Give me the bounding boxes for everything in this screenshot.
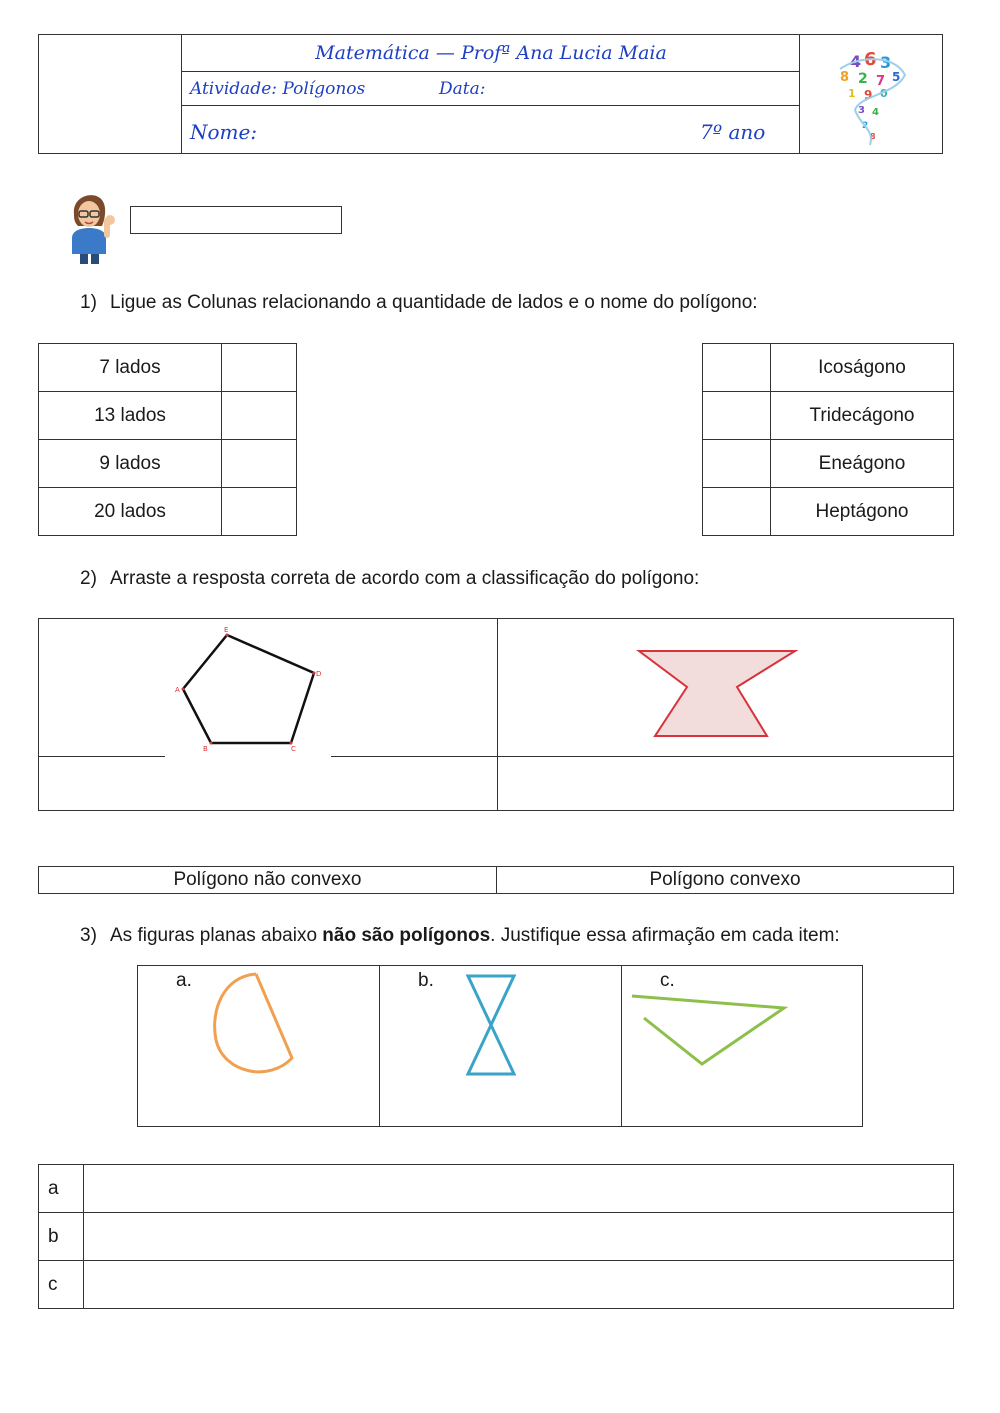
- answer-label-c: c: [39, 1261, 84, 1309]
- svg-text:8: 8: [840, 70, 850, 85]
- link-cell[interactable]: [222, 344, 297, 392]
- polygon-name-cell: Heptágono: [771, 488, 954, 536]
- question-3-text-after: . Justifique essa afirmação em cada item:: [490, 925, 840, 946]
- svg-text:0: 0: [880, 87, 888, 100]
- option-convex[interactable]: Polígono convexo: [497, 867, 954, 894]
- pentagon-figure: [169, 623, 339, 753]
- polygon-name-cell: Tridecágono: [771, 392, 954, 440]
- figure-c-label: c.: [660, 970, 675, 991]
- vertex-label: C: [291, 745, 296, 753]
- svg-text:8: 8: [870, 132, 876, 141]
- column-divider: [621, 966, 622, 1126]
- table-row: [39, 1213, 954, 1261]
- drop-zone-left[interactable]: [39, 757, 497, 810]
- link-cell[interactable]: [703, 440, 771, 488]
- svg-text:7: 7: [876, 74, 886, 89]
- figure-b-label: b.: [418, 970, 434, 991]
- link-cell[interactable]: [222, 392, 297, 440]
- svg-text:9: 9: [864, 88, 873, 102]
- vertex-label: D: [316, 670, 322, 678]
- table-row: [703, 488, 954, 536]
- classification-table: [38, 618, 954, 811]
- vertex-label: E: [224, 626, 229, 634]
- question-2-number: 2): [80, 568, 97, 589]
- answer-field-b[interactable]: [84, 1213, 954, 1261]
- header-blank-cell: [39, 35, 182, 153]
- answer-field-c[interactable]: [84, 1261, 954, 1309]
- activity-label: Atividade: Polígonos: [190, 79, 366, 99]
- vertex-label: A: [175, 686, 180, 694]
- table-row: [39, 440, 297, 488]
- vertex-label: B: [203, 745, 208, 753]
- question-3-number: 3): [80, 925, 97, 946]
- svg-text:3: 3: [858, 105, 865, 116]
- header-logo-cell: [800, 35, 942, 153]
- option-non-convex[interactable]: Polígono não convexo: [39, 867, 497, 894]
- bowtie-polygon-figure: [635, 647, 799, 741]
- figure-c-open-lines: [628, 986, 798, 1072]
- question-3: [80, 925, 840, 947]
- answer-input-box[interactable]: [130, 206, 342, 234]
- grade-label: 7º ano: [700, 120, 766, 144]
- table-row: [39, 1261, 954, 1309]
- header-info-cell: [182, 35, 800, 153]
- answer-label-b: b: [39, 1213, 84, 1261]
- polygon-name-cell: Icoságono: [771, 344, 954, 392]
- teacher-avatar: [64, 188, 118, 264]
- sides-cell: 13 lados: [39, 392, 222, 440]
- svg-text:1: 1: [848, 87, 856, 100]
- drop-zone-right[interactable]: [498, 757, 953, 810]
- header-title: Matemática — Profª Ana Lucia Maia: [182, 35, 800, 72]
- table-row: [39, 344, 297, 392]
- table-row: [703, 344, 954, 392]
- link-cell[interactable]: [222, 440, 297, 488]
- question-3-text-bold: não são polígonos: [322, 925, 491, 946]
- question-2: [80, 568, 699, 590]
- question-1-text: Ligue as Colunas relacionando a quantidade de lados e o nome do polígono:: [110, 292, 758, 313]
- sides-cell: 7 lados: [39, 344, 222, 392]
- answer-field-a[interactable]: [84, 1165, 954, 1213]
- header-table: [38, 34, 943, 154]
- column-divider: [379, 966, 380, 1126]
- name-label: Nome:: [190, 120, 258, 144]
- numbers-swirl-icon: [800, 35, 942, 153]
- header-activity-row: [182, 72, 800, 106]
- header-name-row: [182, 106, 800, 153]
- svg-text:2: 2: [862, 121, 869, 131]
- link-cell[interactable]: [703, 392, 771, 440]
- svg-text:4: 4: [872, 107, 879, 118]
- table-row: [39, 867, 954, 894]
- polygon-name-cell: Eneágono: [771, 440, 954, 488]
- table-row: [39, 1165, 954, 1213]
- table-row: [39, 392, 297, 440]
- svg-text:6: 6: [864, 49, 877, 70]
- question-1-number: 1): [80, 292, 97, 313]
- table-row: [39, 488, 297, 536]
- question-3-text-before: As figuras planas abaixo: [110, 925, 323, 946]
- figures-table: [137, 965, 863, 1127]
- question-1: [80, 292, 758, 314]
- date-label: Data:: [439, 79, 486, 99]
- polygon-names-table: [702, 343, 954, 536]
- sides-cell: 9 lados: [39, 440, 222, 488]
- svg-text:5: 5: [892, 70, 901, 84]
- svg-text:4: 4: [850, 52, 862, 71]
- sides-cell: 20 lados: [39, 488, 222, 536]
- link-cell[interactable]: [703, 344, 771, 392]
- link-cell[interactable]: [703, 488, 771, 536]
- figure-a-semicircle: [208, 970, 298, 1082]
- question-2-text: Arraste a resposta correta de acordo com a classificação do polígono:: [110, 568, 700, 589]
- answers-table: [38, 1164, 954, 1309]
- figure-a-label: a.: [176, 970, 192, 991]
- options-table: [38, 866, 954, 894]
- table-row: [703, 440, 954, 488]
- sides-table: [38, 343, 297, 536]
- svg-text:3: 3: [880, 53, 892, 72]
- link-cell[interactable]: [222, 488, 297, 536]
- table-row: [703, 392, 954, 440]
- figure-b-crossed-shape: [464, 972, 518, 1076]
- answer-label-a: a: [39, 1165, 84, 1213]
- svg-text:2: 2: [858, 71, 868, 87]
